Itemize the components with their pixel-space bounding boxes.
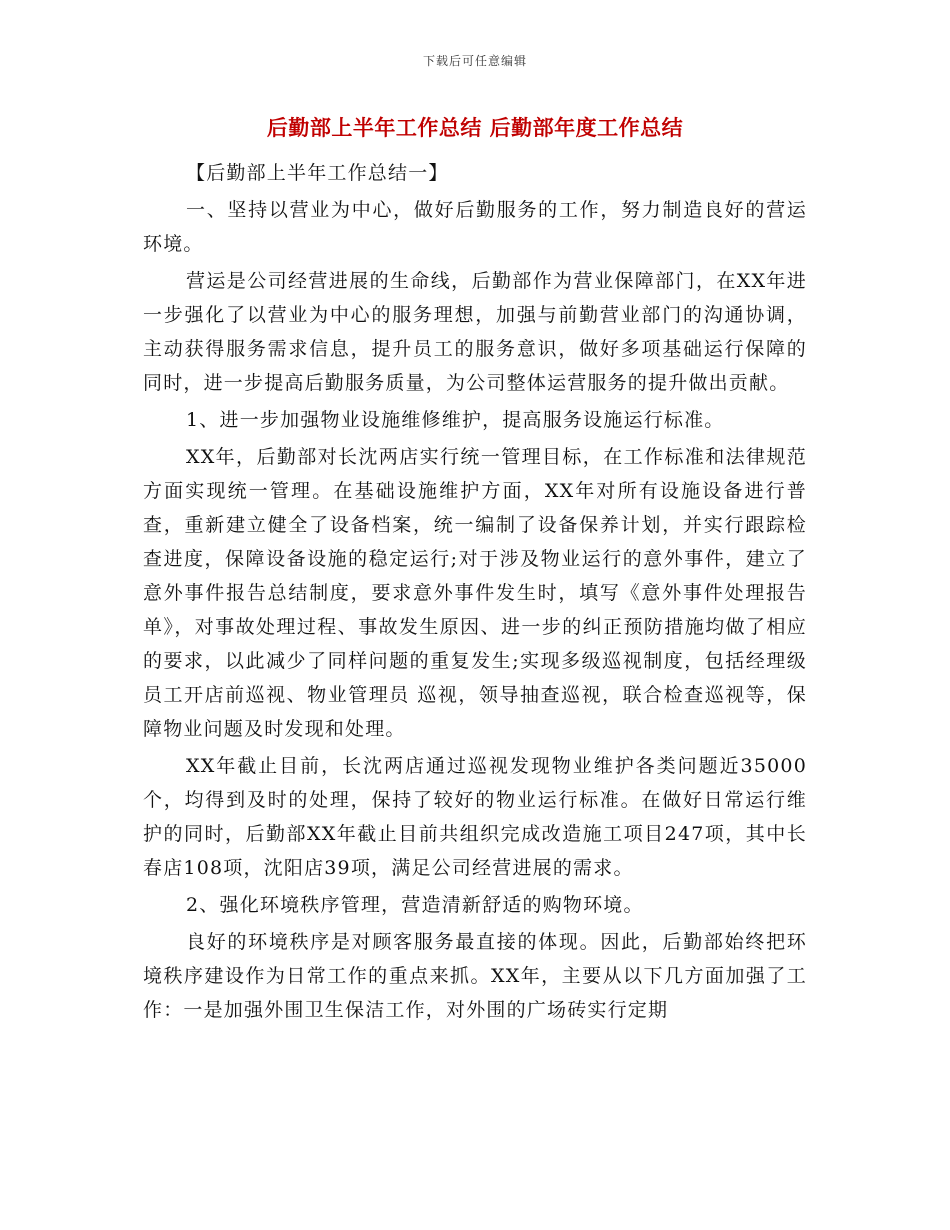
section-heading: 【后勤部上半年工作总结一】 [186,162,449,184]
paragraph: 一、坚持以营业为中心，做好后勤服务的工作，努力制造良好的营运环境。 [143,199,807,255]
document-title: 后勤部上半年工作总结 后勤部年度工作总结 [266,116,684,140]
paragraph: 营运是公司经营进展的生命线，后勤部作为营业保障部门，在XX年进一步强化了以营业为中心的服务理想，加强与前勤营业部门的沟通协调，主动获得服务需求信息，提升员工的服务意识，做好多项基础运行保障的同时，进一步提高后勤服务质量，为公司整体运营服务的提升做出贡献。 [143,270,807,394]
document-body [143,156,807,1030]
paragraph: 1、进一步加强物业设施维修维护，提高服务设施运行标准。 [186,409,725,431]
header-note: 下载后可任意编辑 [422,54,527,68]
paragraph: 2、强化环境秩序管理，营造清新舒适的购物环境。 [186,894,644,916]
paragraph: XX年，后勤部对长沈两店实行统一管理目标，在工作标准和法律规范方面实现统一管理。在基础设施维护方面，XX年对所有设施设备进行普查，重新建立健全了设备档案，统一编制了设备保养计划，并实行跟踪检查进度，保障设备设施的稳定运行;对于涉及物业运行的意外事件，建立了意外事件报告总结制度，要求意外事件发生时，填写《意外事件处理报告单》，对事故处理过程、事故发生原因、进一步的纠正预防措施均做了相应的要求，以此减少了同样问题的重复发生;实现多级巡视制度，包括经理级员工开店前巡视、物业管理员 巡视，领导抽查巡视，联合检查巡视等，保障物业问题及时发现和处理。 [143,446,807,740]
paragraph: 良好的环境秩序是对顾客服务最直接的体现。因此，后勤部始终把环境秩序建设作为日常工作的重点来抓。XX年，主要从以下几方面加强了工作：一是加强外围卫生保洁工作，对外围的广场砖实行定期 [143,931,807,1021]
paragraph: XX年截止目前，长沈两店通过巡视发现物业维护各类问题近35000个，均得到及时的处理，保持了较好的物业运行标准。在做好日常运行维护的同时，后勤部XX年截止目前共组织完成改造施工项目247项，其中长春店108项，沈阳店39项，满足公司经营进展的需求。 [143,755,807,879]
